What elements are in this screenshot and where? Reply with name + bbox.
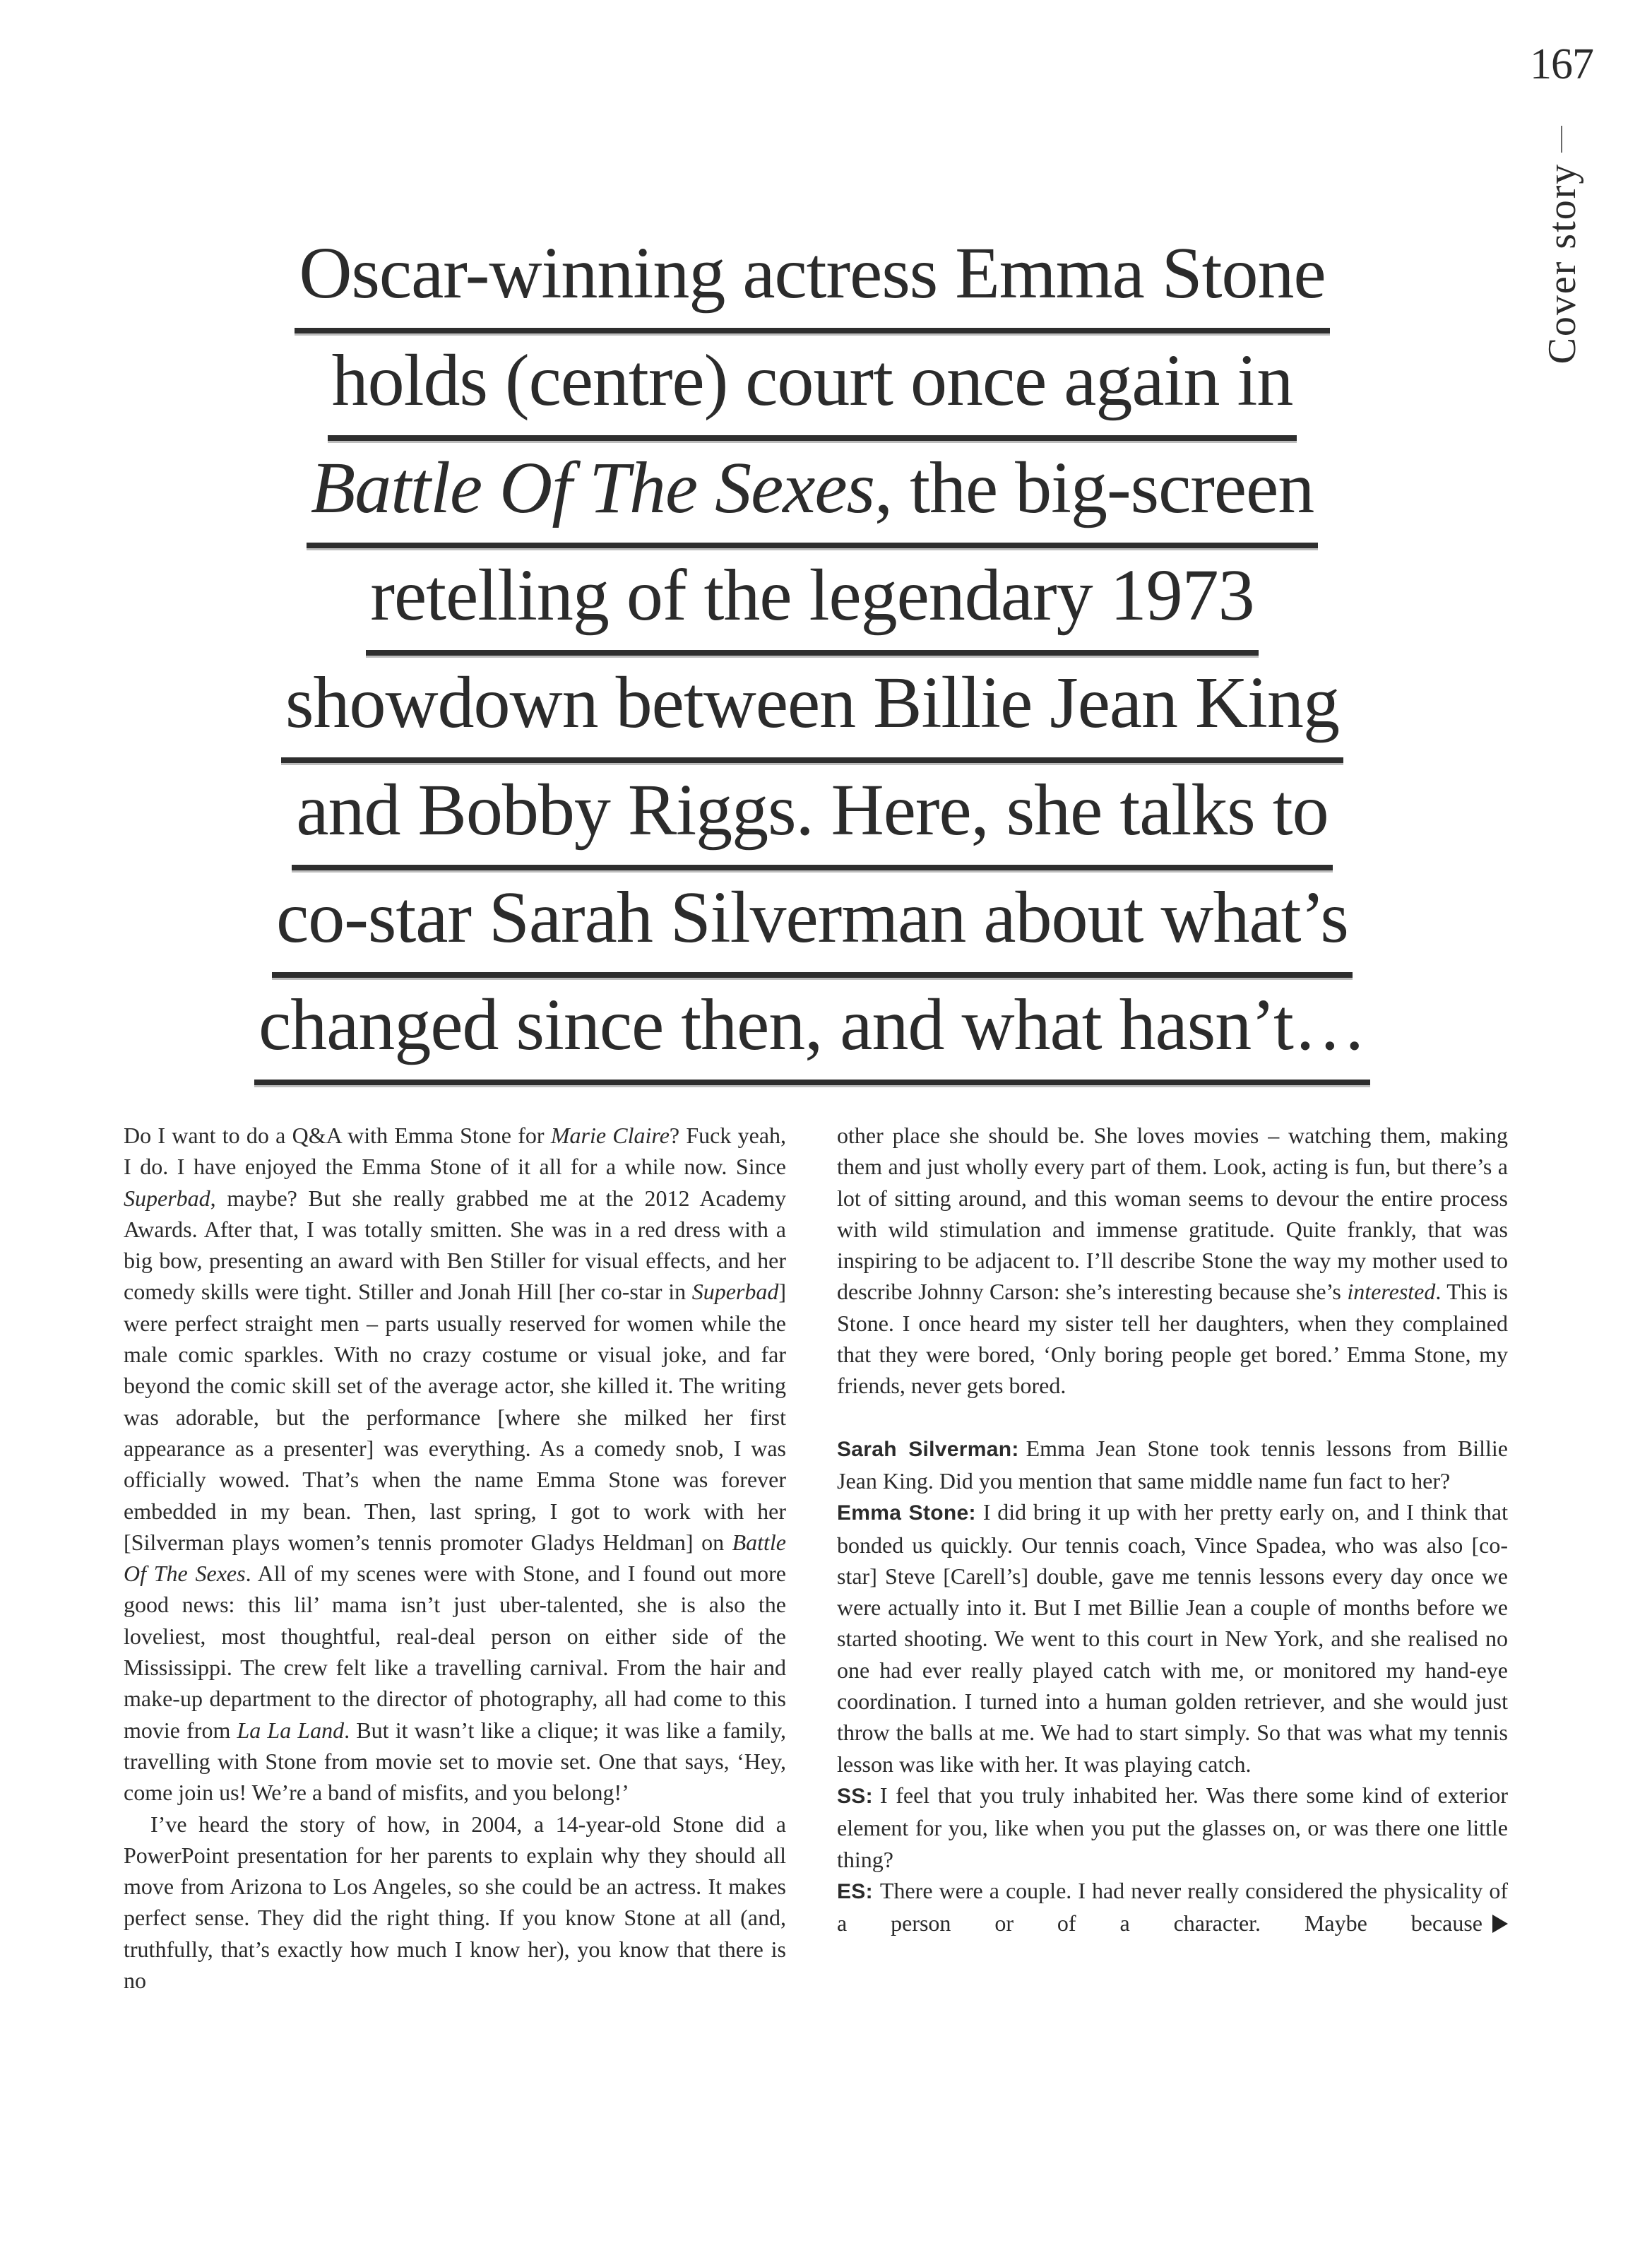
standfirst-line: Oscar-winning actress Emma Stone <box>295 226 1329 333</box>
standfirst-line: co-star Sarah Silverman about what’s <box>272 870 1353 978</box>
article-body <box>124 1120 1508 1996</box>
intro-paragraph: Do I want to do a Q&A with Emma Stone for Marie Claire? Fuck yeah, I do. I have enjoyed the Emma Stone of it all for a while now. Since Superbad, maybe? But she really grabbed me at the 2012 Academy Awards. After that, I was totally smitten. She was in a red dress with a big bow, presenting an award with Ben Stiller for visual effects, and her comedy skills were tight. Stiller and Jonah Hill [her co-star in Superbad] were perfect straight men – parts usually reserved for women while the male comic sparkles. With no crazy costume or visual joke, and far beyond the comic skill set of the average actor, she killed it. The writing was adorable, but the performance [where she milked her first appearance as a presenter] was everything. As a comedy snob, I was officially wowed. That’s when the name Emma Stone was forever embedded in my bean. Then, last spring, I got to work with her [Silverman plays women’s tennis promoter Gladys Heldman] on Battle Of The Sexes. All of my scenes were with Stone, and I found out more good news: this lil’ mama isn’t just uber-talented, she is also the loveliest, most thoughtful, real-deal person on either side of the Mississippi. The crew felt like a travelling carnival. From the hair and make-up department to the director of photography, all had come to this movie from La La Land. But it wasn’t like a clique; it was like a family, travelling with Stone from movie set to movie set. One that says, ‘Hey, come join us! We’re a band of misfits, and you belong!’ <box>124 1123 787 1806</box>
left-column <box>124 1120 786 1996</box>
standfirst <box>134 226 1490 1085</box>
standfirst-line: holds (centre) court once again in <box>328 333 1297 441</box>
folio <box>1526 42 1597 86</box>
speaker-label: SS: <box>837 1784 873 1808</box>
section-name: Cover story <box>1540 162 1584 365</box>
standfirst-line: Battle Of The Sexes, the big-screen <box>307 441 1319 548</box>
section-label <box>1541 147 1583 380</box>
speaker-label: ES: <box>837 1879 873 1903</box>
body-paragraph: I’ve heard the story of how, in 2004, a 14-year-old Stone did a PowerPoint presentation for her parents to explain why they should all move from Arizona to Los Angeles, so she could be an actress. It makes perfect sense. They did the right thing. If you know Stone at all (and, truthfully, that’s exactly how much I know her), you know that there is no <box>124 1811 786 1994</box>
right-column <box>837 1120 1508 1996</box>
speaker-label: Sarah Silverman: <box>837 1437 1019 1461</box>
film-title: Battle Of The Sexes <box>310 447 875 528</box>
body-paragraph: other place she should be. She loves movies – watching them, making them and just wholly every part of them. Look, acting is fun, but there’s a lot of sitting around, and this woman seems to devour the entire process with wild stimulation and immense gratitude. Quite frankly, that was inspiring to be adjacent to. I’ll describe Stone the way my mother used to describe Johnny Carson: she’s interesting because she’s interested. This is Stone. I once heard my sister tell her daughters, when they complained that they were bored, ‘Only boring people get bored.’ Emma Stone, my friends, never gets bored. <box>837 1123 1509 1399</box>
standfirst-line: changed since then, and what hasn’t… <box>254 978 1370 1085</box>
qa-item: ES: There were a couple. I had never really considered the physicality of a person or of a character. Maybe because <box>837 1877 1508 1936</box>
standfirst-line: retelling of the legendary 1973 <box>366 548 1258 656</box>
standfirst-line: and Bobby Riggs. Here, she talks to <box>292 763 1332 870</box>
speaker-label: Emma Stone: <box>837 1501 976 1525</box>
continue-arrow-icon <box>1492 1915 1508 1933</box>
folio-divider <box>1561 126 1562 153</box>
standfirst-line: showdown between Billie Jean King <box>281 656 1343 763</box>
qa-item: Sarah Silverman: Emma Jean Stone took tennis lessons from Billie Jean King. Did you mention that same middle name fun fact to her? <box>837 1435 1508 1494</box>
qa-item: SS: I feel that you truly inhabited her. Was there some kind of exterior element for you, like when you put the glasses on, or was there one little thing? <box>837 1782 1508 1872</box>
page-number: 167 <box>1530 40 1593 88</box>
qa-item: Emma Stone: I did bring it up with her pretty early on, and I think that bonded us quickly. Our tennis coach, Vince Spadea, who was also [co-star] Steve [Carell’s] double, gave me tennis lessons every day once we were actually into it. But I met Billie Jean a couple of months before we started shooting. We went to this court in New York, and she realised no one had ever really played catch with me, or monitored my hand-eye coordination. I turned into a human golden retriever, and she would just throw the balls at me. We had to start simply. So that was what my tennis lesson was like with her. It was playing catch. <box>837 1499 1509 1777</box>
